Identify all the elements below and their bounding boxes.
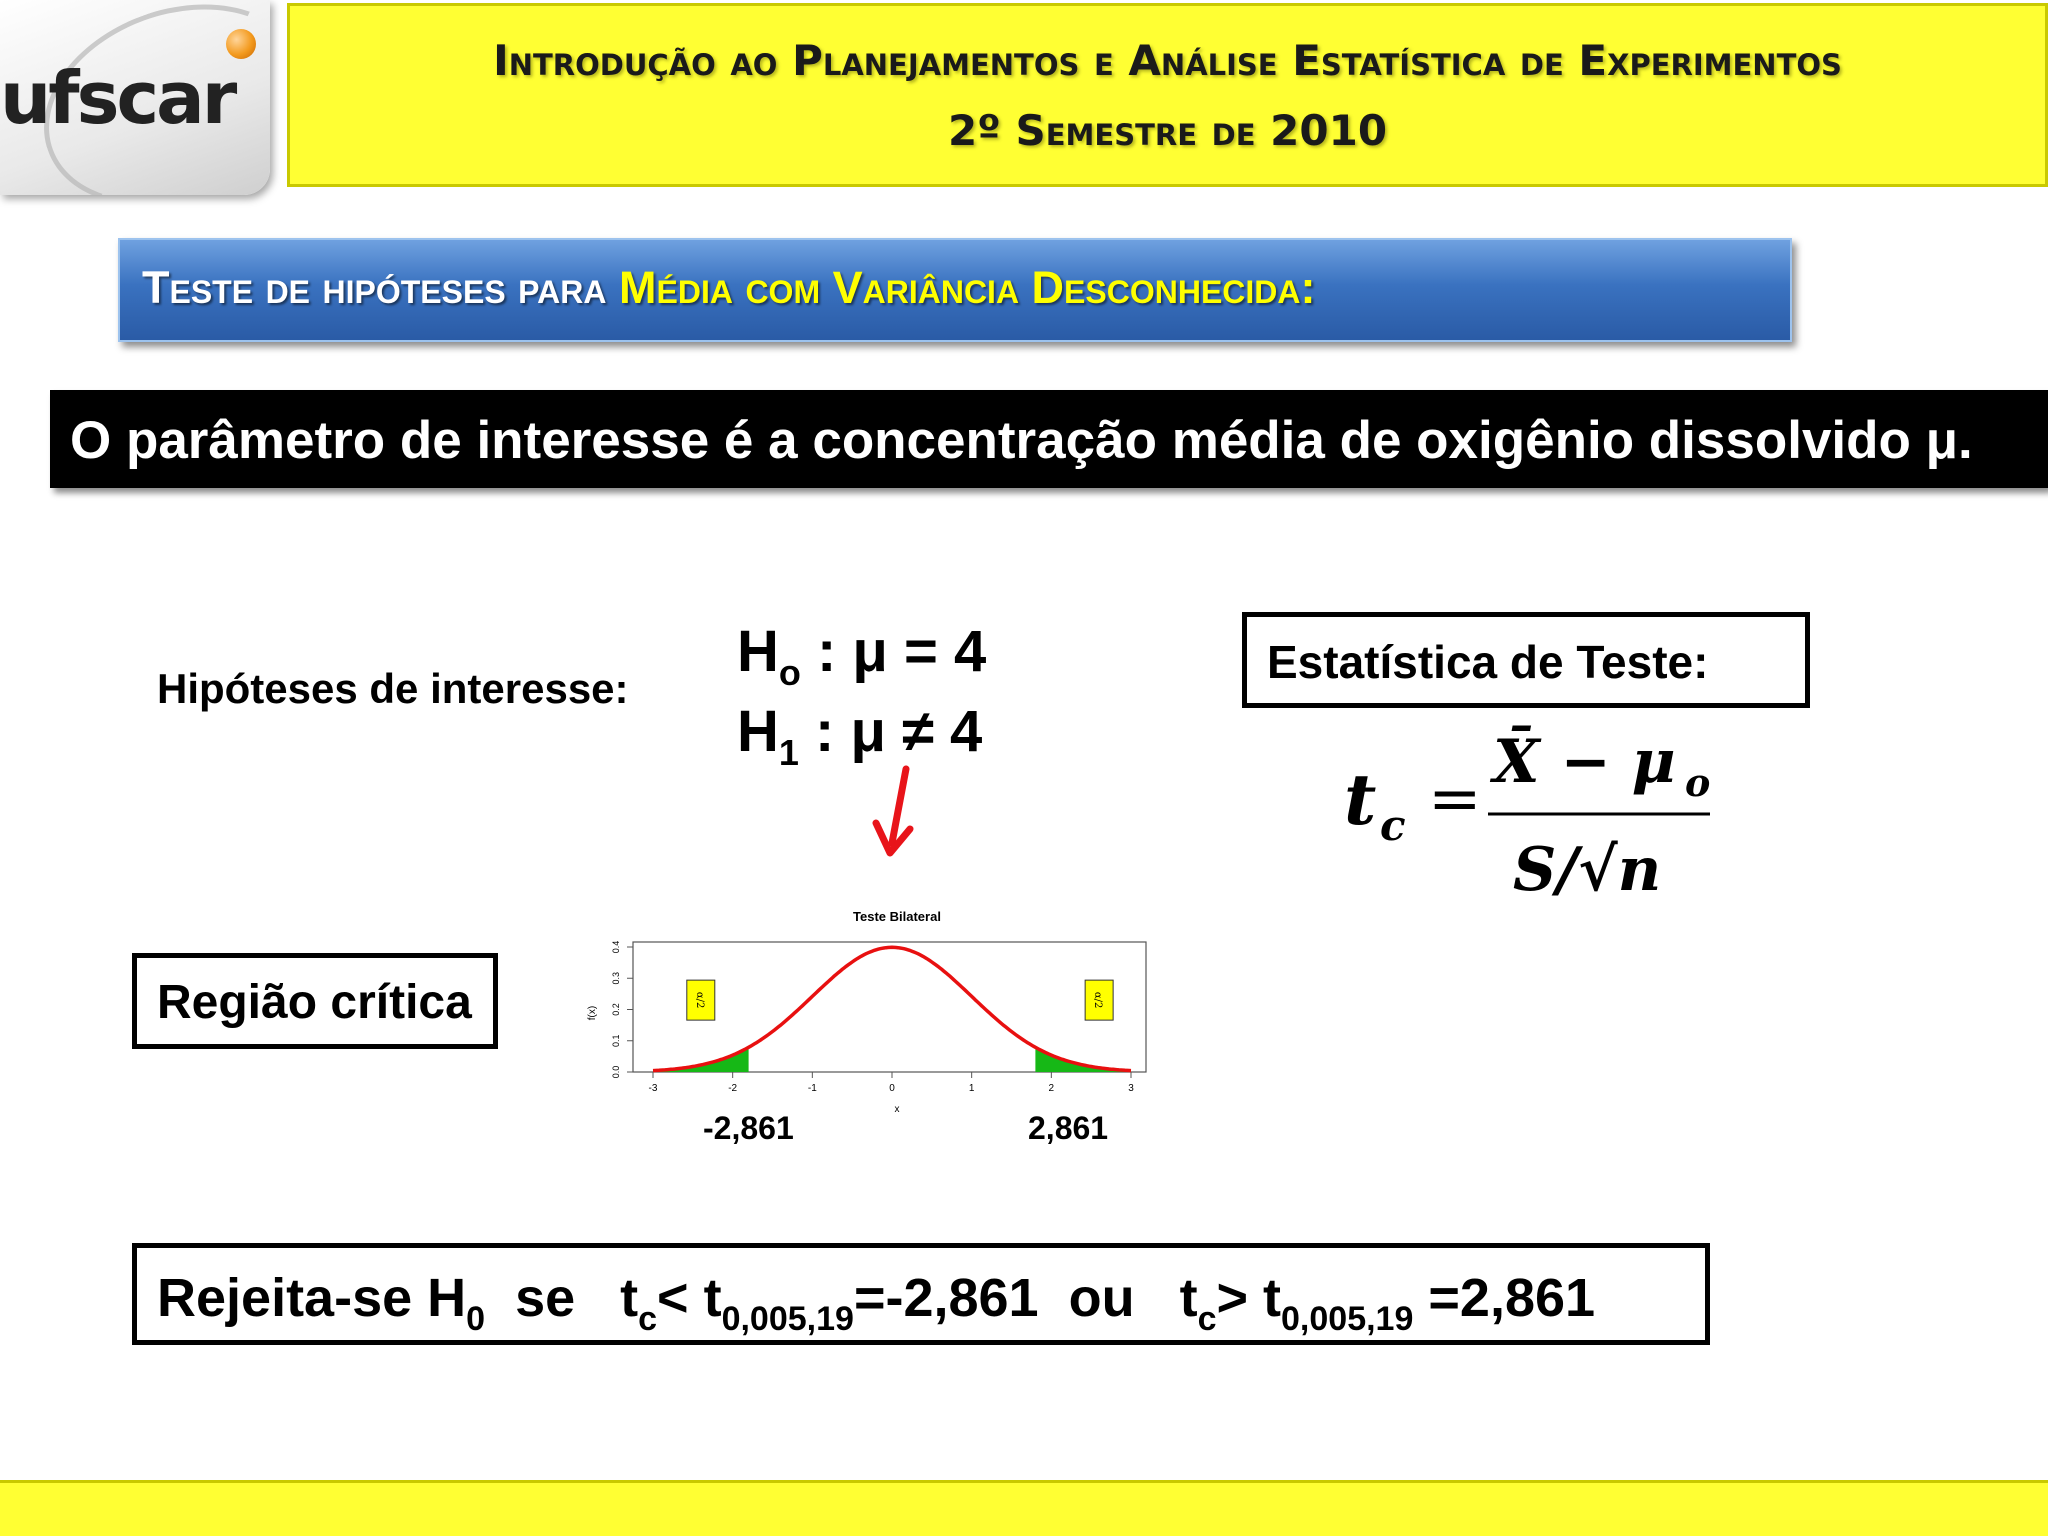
test-statistic-label: Estatística de Teste: bbox=[1267, 636, 1709, 688]
rejection-rule-box bbox=[132, 1243, 1710, 1345]
critical-region-label: Região crítica bbox=[157, 976, 472, 1029]
formula-equals: = bbox=[1428, 762, 1482, 836]
y-ticks bbox=[611, 941, 633, 1079]
formula-denominator: S/√n bbox=[1513, 835, 1662, 905]
parameter-text: O parâmetro de interesse é a concentração média de oxigênio dissolvido μ. bbox=[70, 411, 1973, 470]
formula-numerator-sub: o bbox=[1685, 760, 1711, 805]
y-tick-label: 0.0 bbox=[611, 1065, 621, 1079]
y-tick-label: 0.3 bbox=[611, 971, 621, 985]
density-curve bbox=[653, 947, 1131, 1070]
x-tick-label: -2 bbox=[728, 1083, 738, 1094]
x-axis-label: x bbox=[894, 1104, 900, 1115]
tail-labels bbox=[687, 980, 1113, 1020]
header-banner bbox=[287, 3, 2048, 187]
chart-title: Teste Bilateral bbox=[853, 909, 941, 924]
section-title-part2: Média com Variância Desconhecida: bbox=[619, 262, 1316, 313]
ufscar-logo bbox=[0, 0, 270, 195]
section-title bbox=[142, 262, 1316, 314]
right-tail-label: α/2 bbox=[1092, 991, 1104, 1009]
x-ticks bbox=[649, 1072, 1135, 1094]
footer-banner bbox=[0, 1480, 2048, 1536]
t-statistic-formula bbox=[1330, 712, 1730, 912]
alternative-hypothesis: $H_1$ : μ ≠ 4 bbox=[737, 699, 983, 773]
formula-t-sub: c bbox=[1380, 801, 1406, 850]
y-tick-label: 0.2 bbox=[611, 1003, 621, 1016]
y-axis-label: f(x) bbox=[587, 1005, 598, 1021]
down-arrow-icon bbox=[868, 765, 928, 860]
y-tick-label: 0.4 bbox=[611, 940, 621, 954]
logo-orange-ball-icon bbox=[226, 29, 256, 59]
header-title: Introdução ao Planejamentos e Análise Estatística de Experimentos bbox=[493, 36, 1842, 85]
upper-critical-value: 2,861 bbox=[1028, 1110, 1109, 1146]
x-tick-label: 2 bbox=[1048, 1083, 1055, 1094]
x-tick-label: 0 bbox=[889, 1083, 895, 1094]
parameter-band bbox=[50, 390, 2048, 488]
hypotheses-label: Hipóteses de interesse: bbox=[157, 665, 629, 712]
formula-numerator: X̄ − μ bbox=[1493, 727, 1676, 797]
x-tick-label: -3 bbox=[648, 1083, 658, 1094]
left-tail-label: α/2 bbox=[693, 991, 705, 1009]
x-tick-label: 3 bbox=[1128, 1083, 1134, 1094]
test-statistic-box bbox=[1242, 612, 1810, 708]
section-title-part1: Teste de hipóteses para bbox=[142, 262, 607, 313]
null-hypothesis: $H_o$ : μ = 4 bbox=[737, 619, 987, 693]
logo-text: ufscar bbox=[0, 56, 235, 140]
bilateral-test-chart bbox=[585, 895, 1175, 1135]
x-tick-label: -1 bbox=[807, 1083, 817, 1094]
lower-critical-value: -2,861 bbox=[703, 1110, 794, 1146]
x-tick-label: 1 bbox=[968, 1083, 975, 1094]
y-tick-label: 0.1 bbox=[611, 1034, 621, 1048]
formula-t: t bbox=[1344, 758, 1377, 841]
section-banner bbox=[118, 238, 1792, 342]
header-subtitle: 2º Semestre de 2010 bbox=[947, 106, 1388, 155]
rejection-rule: Rejeita-se $H_0$ se $t_c< t_{0,005,19}=-2,861$ ou $t_c> t_{0,005,19} =2,861$ bbox=[157, 1268, 1596, 1338]
critical-region-box bbox=[132, 953, 498, 1049]
